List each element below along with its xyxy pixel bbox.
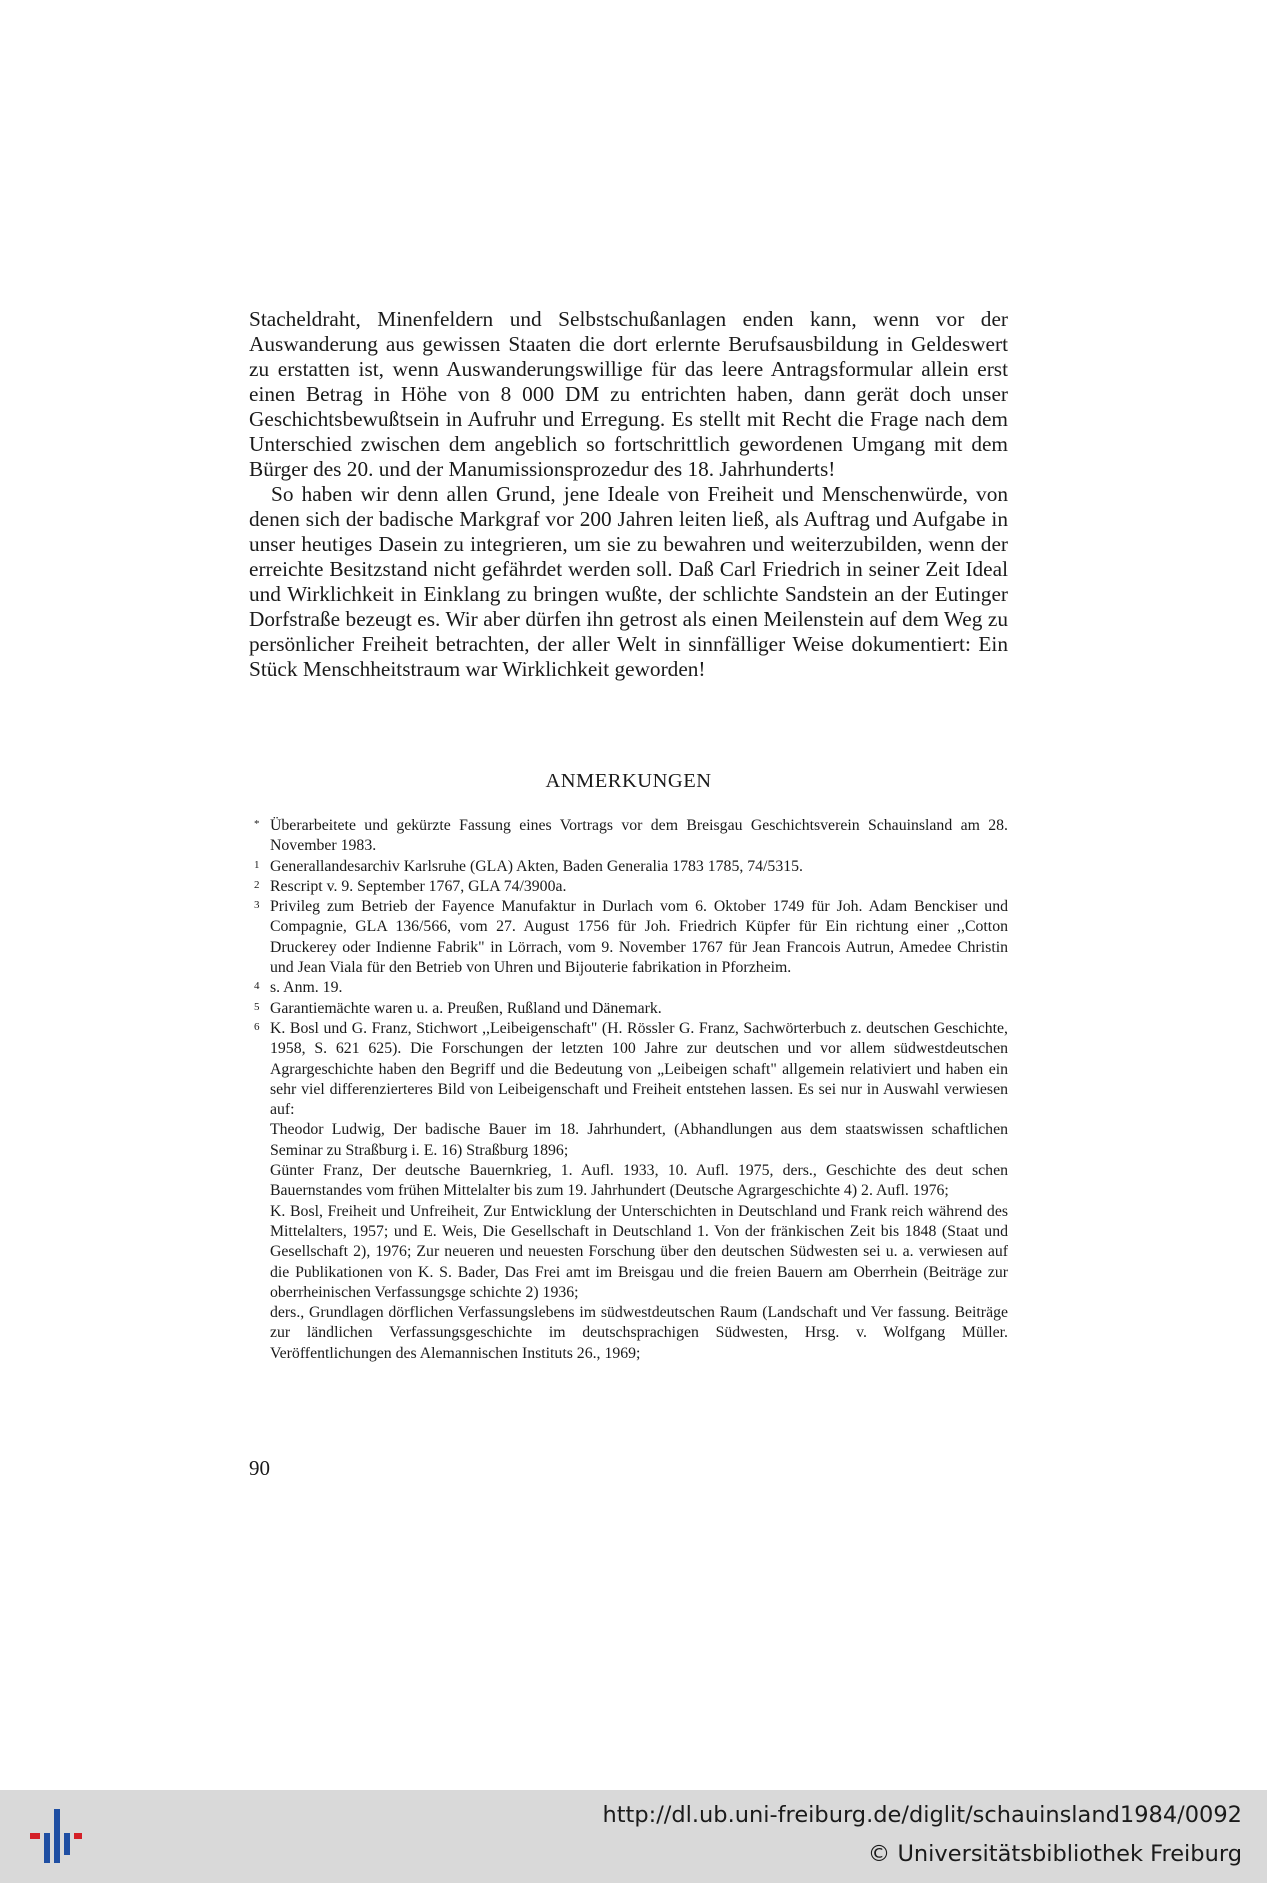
copyright-notice: © Universitätsbibliothek Freiburg: [867, 1841, 1242, 1867]
footnote-text: Privileg zum Betrieb der Fayence Manufaktur in Durlach vom 6. Oktober 1749 für Joh. Adam Benckiser und Compagnie, GLA 136/566, vom 27. August 1756 für Joh. Friedrich Küpfer für Ein richtung einer ,,Cotton Druckerey oder Indienne Fabrik" in Lörrach, vom 9. November 1767 für Jean Francois Autrun, Amedee Christin und Jean Viala für den Betrieb von Uhren und Bijouterie fabrikation in Pforzheim.: [270, 898, 1008, 977]
notes-heading: ANMERKUNGEN: [545, 770, 712, 792]
footnote: [252, 816, 1008, 857]
page-number: 90: [249, 1456, 270, 1480]
footnote-mark: 2: [254, 878, 260, 891]
document-url-link[interactable]: http://dl.ub.uni-freiburg.de/diglit/schauinsland1984/0092: [602, 1802, 1242, 1828]
footnote-text: Generallandesarchiv Karlsruhe (GLA) Akten, Baden Generalia 1783 1785, 74/5315.: [270, 857, 803, 875]
footnote: [252, 857, 1008, 877]
footer-bar: [0, 1790, 1267, 1883]
footnote-mark: 5: [254, 1000, 260, 1013]
body-paragraph: So haben wir denn allen Grund, jene Ideale von Freiheit und Menschenwürde, von denen sich der badische Markgraf vor 200 Jahren leiten ließ, als Auftrag und Aufgabe in unser heutiges Dasein zu integrieren, um sie zu bewahren und weiterzubilden, wenn der erreichte Besitzstand nicht gefährdet werden soll. Daß Carl Friedrich in seiner Zeit Ideal und Wirklichkeit in Einklang zu bringen wußte, der schlichte Sandstein an der Eutinger Dorfstraße bezeugt es. Wir aber dürfen ihn getrost als einen Meilenstein auf dem Weg zu persönlicher Freiheit betrachten, der aller Welt in sinnfälliger Weise dokumentiert: Ein Stück Menschheitstraum war Wirklichkeit geworden!: [249, 482, 1008, 681]
footnote-text: Rescript v. 9. September 1767, GLA 74/3900a.: [270, 877, 567, 895]
footnote-text: ders., Grundlagen dörflichen Verfassungslebens im südwestdeutschen Raum (Landschaft und Ver fassung. Beiträge zur ländlichen Verfassungsgeschichte im deutschsprachigen Südwesten, Hrsg. v. Wolfgang Müller. Veröffentlichungen des Alemannischen Instituts 26., 1969;: [270, 1304, 1008, 1362]
footnote-mark: 1: [254, 858, 260, 871]
footnote-mark: *: [254, 818, 260, 830]
footnote-text: Überarbeitete und gekürzte Fassung eines Vortrags vor dem Breisgau Geschichtsverein Schauinsland am 28. November 1983.: [270, 817, 1008, 855]
footnote-text: Theodor Ludwig, Der badische Bauer im 18. Jahrhundert, (Abhandlungen aus dem staatswissen schaftlichen Seminar zu Straßburg i. E. 16) Straßburg 1896;: [270, 1121, 1008, 1159]
body-paragraph: Stacheldraht, Minenfeldern und Selbstschußanlagen enden kann, wenn vor der Auswanderung aus gewissen Staaten die dort erlernte Berufsausbildung in Geldeswert zu erstatten ist, wenn Auswanderungswillige für das leere Antragsformular allein erst einen Betrag in Höhe von 8 000 DM zu entrichten haben, dann gerät doch unser Geschichtsbewußtsein in Aufruhr und Erregung. Es stellt mit Recht die Frage nach dem Unterschied zwischen dem angeblich so fortschrittlich gewordenen Umgang mit dem Bürger des 20. und der Manumissionsprozedur des 18. Jahrhunderts!: [249, 307, 1008, 481]
footnote: [252, 1019, 1008, 1364]
footnote-mark: 6: [254, 1020, 260, 1033]
footnote: [252, 877, 1008, 897]
footnote-mark: 3: [254, 899, 260, 912]
footnote-text: s. Anm. 19.: [270, 979, 343, 997]
footnote-text: K. Bosl und G. Franz, Stichwort ,,Leibeigenschaft" (H. Rössler G. Franz, Sachwörterbuch z. deutschen Geschichte, 1958, S. 621 625). Die Forschungen der letzten 100 Jahre zur deutschen und vor allem südwestdeutschen Agrargeschichte haben den Begriff und die Bedeutung von „Leibeigen schaft" allgemein relativiert und haben ein sehr viel differenzierteres Bild von Leibeigenschaft und Freiheit entstehen lassen. Es sei nur in Auswahl verwiesen auf:: [270, 1019, 1008, 1119]
body-text: [249, 307, 1008, 682]
footnote: [252, 978, 1008, 998]
footnote: [252, 897, 1008, 978]
footnote-mark: 4: [254, 980, 260, 993]
footnote-text: Günter Franz, Der deutsche Bauernkrieg, 1. Aufl. 1933, 10. Aufl. 1975, ders., Geschichte des deut schen Bauernstandes vom frühen Mittelalter bis zum 19. Jahrhundert (Deutsche Agrargeschichte 4) 2. Aufl. 1976;: [270, 1162, 1008, 1200]
footnote-text: K. Bosl, Freiheit und Unfreiheit, Zur Entwicklung der Unterschichten in Deutschland und Frank reich während des Mittelalters, 1957; und E. Weis, Die Gesellschaft in Deutschland 1. Von der fränkischen Zeit bis 1848 (Staat und Gesellschaft 2), 1976; Zur neueren und neuesten Forschung über den deutschen Südwesten sei u. a. verwiesen auf die Publikationen von K. S. Bader, Das Frei amt im Breisgau und die freien Bauern am Oberrhein (Beiträge zur oberrheinischen Verfassungsge schichte 2) 1936;: [270, 1202, 1008, 1301]
ub-freiburg-logo-icon: [30, 1806, 82, 1866]
footnotes: [252, 816, 1008, 1364]
footnote: [252, 999, 1008, 1019]
footnote-text: Garantiemächte waren u. a. Preußen, Rußland und Dänemark.: [270, 999, 662, 1017]
